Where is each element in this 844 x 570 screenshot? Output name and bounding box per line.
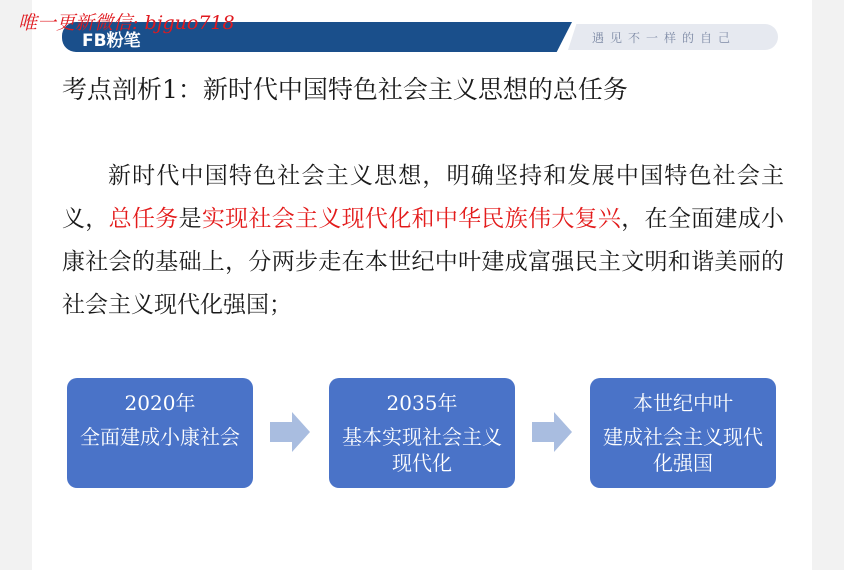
arrow-right-icon [268, 410, 312, 454]
step-desc: 建成社会主义现代化强国 [603, 425, 763, 475]
timeline-step-2035 [329, 378, 515, 488]
step-desc: 全面建成小康社会 [80, 425, 240, 449]
page-title: 考点剖析1：新时代中国特色社会主义思想的总任务 [62, 75, 628, 104]
slogan: 遇见不一样的自己 [592, 31, 737, 45]
step-year: 2035年 [386, 391, 458, 415]
step-year: 2020年 [124, 391, 196, 415]
timeline-step-mid-century [590, 378, 776, 488]
paragraph-part-1: 新时代中国特色社会主义思想，明确坚持和发展中国特色社会主义， [62, 163, 784, 232]
timeline-step-2020 [67, 378, 253, 488]
step-desc: 基本实现社会主义现代化 [342, 425, 502, 475]
step-year: 本世纪中叶 [633, 391, 733, 415]
brand-logo: FB粉笔 [82, 31, 141, 51]
arrow-right-icon [530, 410, 574, 454]
paragraph-part-3: ，在全面建成小康社会的基础上，分两步走在本世纪中叶建成富强民主文明和谐美丽的社会主义现代化强国； [62, 206, 785, 318]
highlight-total-task: 总任务 [108, 206, 179, 232]
body-paragraph [62, 155, 784, 327]
paragraph-part-2: 是 [178, 206, 202, 232]
watermark-text: 唯一更新微信: bjguo718 [18, 12, 235, 34]
highlight-goal: 实现社会主义现代化和中华民族伟大复兴 [201, 206, 622, 232]
